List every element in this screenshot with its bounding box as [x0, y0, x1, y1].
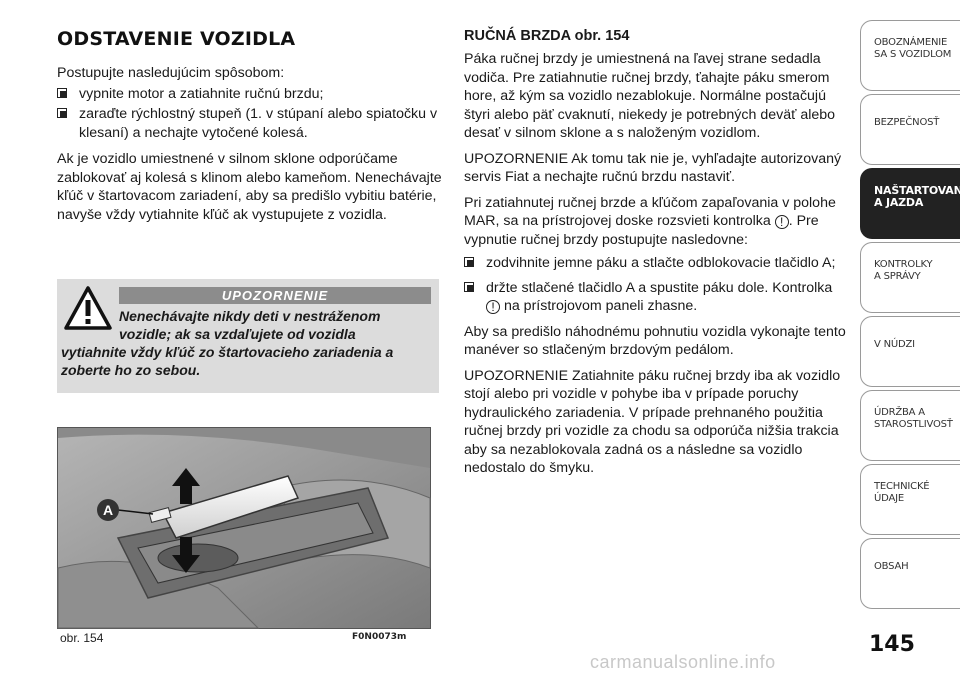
body-paragraph: UPOZORNENIE Zatiahnite páku ručnej brzdy iba ak vozidlo stojí alebo pri vozidle v pohybe iba v prípade poruchy hydraulického zariadenia. V prípade prehnaného použitia ručnej brzdy pri vozidle za chodu sa odporúča nižšia trakcia aby sa nezablokovala zadná os a následne sa vozidlo nedostalo do šmyku. — [464, 367, 841, 476]
brake-warning-light-icon: ! — [775, 215, 789, 229]
list-item: zodvihnite jemne páku a stlačte odblokovacie tlačidlo A; — [464, 254, 849, 273]
body-paragraph: Aby sa predišlo náhodnému pohnutiu vozidla vykonajte tento manéver so stlačeným brzdovým pedálom. — [464, 323, 846, 358]
bullet-square-icon — [57, 88, 67, 98]
tab-obsah[interactable]: OBSAH — [860, 538, 960, 609]
warning-label: UPOZORNENIE — [119, 287, 431, 304]
list-item: zaraďte rýchlostný stupeň (1. v stúpaní alebo spiatočku v klesaní) a nechajte vytočené kolesá. — [57, 105, 442, 142]
handbrake-illustration — [58, 428, 430, 628]
handbrake-figure — [57, 427, 431, 629]
section-title: ODSTAVENIE VOZIDLA — [57, 28, 296, 50]
right-column — [464, 28, 849, 485]
body-paragraph: Ak je vozidlo umiestnené v silnom sklone odporúčame zablokovať aj kolesá s klinom alebo kameňom. Nenechávajte kľúč v štartovacom zariadení, aby sa predišlo vybitiu batérie, navyše vždy vytiahnite kľúč ak vystupujete z vozidla. — [57, 151, 442, 223]
bullet-square-icon — [57, 108, 67, 118]
subsection-title: RUČNÁ BRZDA obr. 154 — [464, 28, 630, 44]
tab-v-nudzi[interactable]: V NÚDZI — [860, 316, 960, 387]
figure-code: F0N0073m — [352, 632, 407, 642]
tab-udrzba[interactable]: ÚDRŽBA A STAROSTLIVOSŤ — [860, 390, 960, 461]
list-item: vypnite motor a zatiahnite ručnú brzdu; — [57, 85, 442, 104]
list-item: držte stlačené tlačidlo A a spustite páku dole. Kontrolka ! na prístrojovom paneli zhasne. — [464, 279, 849, 316]
figure-caption: obr. 154 — [60, 631, 104, 645]
bullet-square-icon — [464, 257, 474, 267]
tab-oboznamenie[interactable]: OBOZNÁMENIE SA S VOZIDLOM — [860, 20, 960, 91]
chapter-sidebar — [860, 20, 974, 612]
callout-label: A — [102, 502, 114, 518]
page-number: 145 — [869, 632, 915, 657]
warning-text: Nenechávajte nikdy deti v nestráženom vozidle; ak sa vzdaľujete od vozidla vytiahnite vždy kľúč zo štartovacieho zariadenia a zoberte ho zo sebou. — [61, 308, 394, 378]
body-paragraph: Pri zatiahnutej ručnej brzde a kľúčom zapaľovania v polohe MAR, sa na prístrojovej doske rozsvieti kontrolka ! . Pre vypnutie ručnej brzdy postupujte nasledovne: — [464, 194, 836, 248]
tab-technicke-udaje[interactable]: TECHNICKÉ ÚDAJE — [860, 464, 960, 535]
tab-nastartovanie[interactable]: NAŠTARTOVANIE A JAZDA — [860, 168, 960, 239]
tab-bezpecnost[interactable]: BEZPEČNOSŤ — [860, 94, 960, 165]
body-paragraph: UPOZORNENIE Ak tomu tak nie je, vyhľadajte autorizovaný servis Fiat a nechajte ručnú brzdu nastaviť. — [464, 150, 842, 185]
body-paragraph: Páka ručnej brzdy je umiestnená na ľavej strane sedadla vodiča. Pre zatiahnutie ručnej brzdy, ťahajte páku smerom hore, až kým sa vozidlo nezablokuje. Normálne postačujú štyri alebo päť cvaknutí, niekedy je potrebných deväť alebo desať v silnom sklone a s naloženým vozidlom. — [464, 51, 836, 141]
bullet-square-icon — [464, 282, 474, 292]
tab-kontrolky[interactable]: KONTROLKY A SPRÁVY — [860, 242, 960, 313]
brake-warning-light-icon: ! — [486, 300, 500, 314]
warning-box — [57, 279, 439, 393]
left-column — [57, 28, 442, 231]
watermark: carmanualsonline.info — [590, 652, 776, 672]
intro-text: Postupujte nasledujúcim spôsobom: — [57, 65, 285, 81]
